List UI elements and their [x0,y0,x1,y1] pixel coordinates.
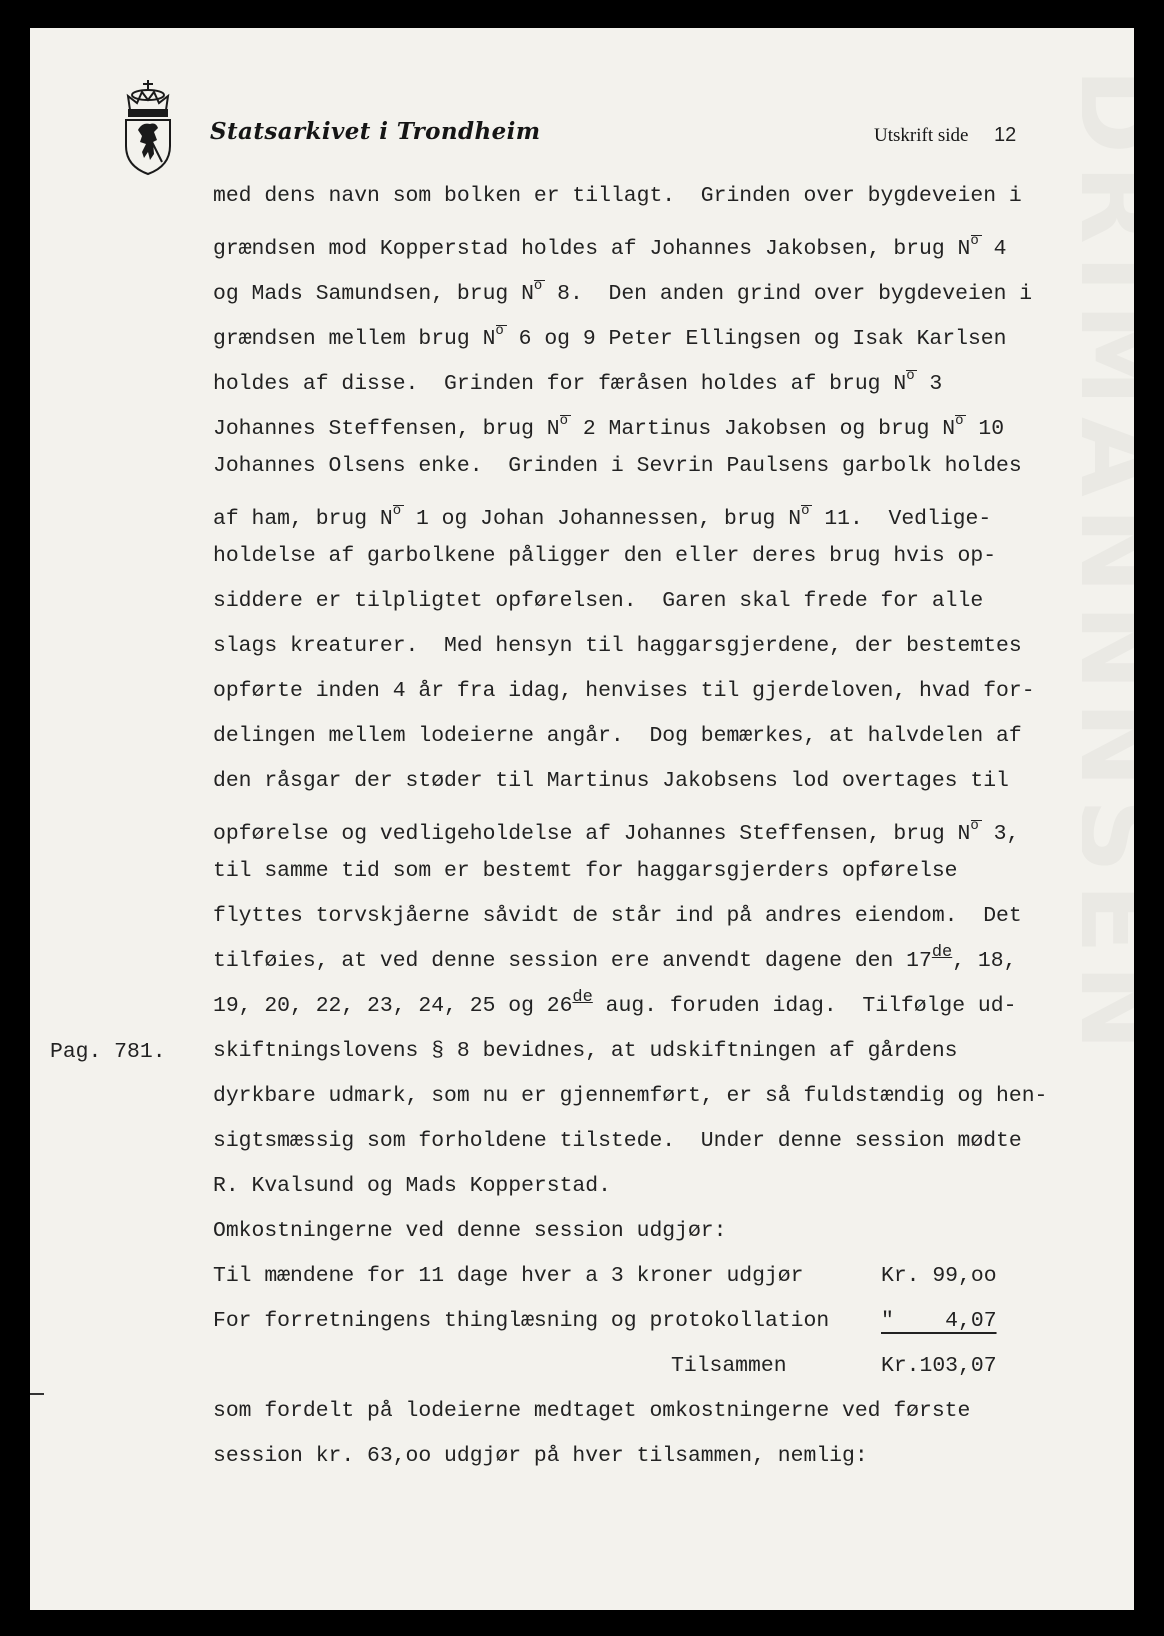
text-segment: til samme tid som er bestemt for haggarsgjerders opførelse [213,859,958,883]
ordinal-suffix: de [572,988,593,1007]
text-line [213,900,1047,945]
text-segment: 3, [980,822,1020,846]
total-row [213,1350,1003,1395]
numero-symbol [958,810,981,850]
page-label: Utskrift side [874,125,969,146]
numero-o: o [533,278,543,294]
text-line [213,270,1047,315]
cost-label: Til mændene for 11 dage hver a 3 kroner udgjør [213,1264,804,1288]
numero-symbol [958,225,981,265]
numero-symbol [547,405,570,445]
numero-o: o [392,503,402,519]
text-segment: , 18, [952,949,1017,973]
text-line [213,315,1047,360]
cost-amount: " 4,07 [881,1309,997,1333]
page-number: 12 [994,124,1017,146]
text-line [213,405,1047,450]
watermark [1082,68,1164,1608]
text-segment: 6 og 9 Peter Ellingsen og Isak Karlsen [505,327,1007,351]
text-line [213,585,1047,630]
cost-row [213,1305,1003,1350]
text-segment: opførte inden 4 år fra idag, henvises til gjerdeloven, hvad for- [213,679,1035,703]
numero-n: N [957,822,971,846]
text-line [213,1215,1047,1260]
text-line [213,1125,1047,1170]
text-segment: 2 Martinus Jakobsen og brug [570,417,943,441]
text-segment: holdes af disse. Grinden for færåsen holdes af brug [213,372,894,396]
text-line [213,1170,1047,1215]
text-line [213,630,1047,675]
text-segment: delingen mellem lodeierne angår. Dog bemærkes, at halvdelen af [213,724,1022,748]
numero-n: N [893,372,907,396]
numero-o: o [801,503,810,519]
text-segment: flyttes torvskjåerne såvidt de står ind på andres eiendom. Det [213,904,1022,928]
text-segment: siddere er tilpligtet opførelsen. Garen skal frede for alle [213,589,984,613]
text-segment: med dens navn som bolken er tillagt. Grinden over bygdeveien i [213,184,1022,208]
numero-o: o [495,323,504,339]
text-line [213,765,1047,810]
numero-n: N [546,417,560,441]
text-line [213,540,1047,585]
numero-symbol [942,405,965,445]
cost-amount: Kr. 99,oo [881,1264,997,1288]
cost-label: For forretningens thinglæsning og protokollation [213,1309,830,1333]
norwegian-lion-crest-icon [120,78,176,176]
text-line [213,450,1047,495]
text-line [213,1080,1047,1125]
text-segment: dyrkbare udmark, som nu er gjennemført, er så fuldstændig og hen- [213,1084,1048,1108]
numero-n: N [482,327,496,351]
text-segment: sigtsmæssig som forholdene tilstede. Under denne session mødte [213,1129,1022,1153]
text-line [213,945,1047,990]
text-segment: 3 [916,372,943,396]
text-segment: den råsgar der støder til Martinus Jakobsens lod overtages til [213,769,1009,793]
text-segment: Johannes Olsens enke. Grinden i Sevrin Paulsens garbolk holdes [213,454,1022,478]
text-segment: grændsen mod Kopperstad holdes af Johannes Jakobsen, brug [213,237,958,261]
text-segment: opførelse og vedligeholdelse af Johannes Steffensen, brug [213,822,958,846]
text-segment: 8. Den anden grind over bygdeveien i [544,282,1033,306]
text-segment: holdelse af garbolkene påligger den eller deres brug hvis op- [213,544,997,568]
numero-o: o [955,413,964,429]
numero-n: N [942,417,956,441]
text-segment: af ham, brug [213,507,380,531]
text-segment: 19, 20, 22, 23, 24, 25 og 26 [213,994,573,1018]
text-segment: 11. Vedlige- [811,507,992,531]
text-line [213,180,1047,225]
total-amount: Kr.103,07 [881,1354,997,1378]
closing-line: session kr. 63,oo udgjør på hver tilsammen, nemlig: [213,1444,868,1468]
text-segment: tilføies, at ved denne session ere anvendt dagene den 17 [213,949,932,973]
text-segment: aug. foruden idag. Tilfølge ud- [592,994,1017,1018]
numero-n: N [379,507,393,531]
edge-mark [30,1393,44,1395]
text-line [213,720,1047,765]
total-label: Tilsammen [671,1354,787,1378]
text-segment: 4 [980,237,1007,261]
numero-symbol [521,270,544,310]
text-line [213,855,1047,900]
text-line [213,990,1047,1035]
document-body [213,180,1047,1485]
text-segment: skiftningslovens § 8 bevidnes, at udskiftningen af gårdens [213,1039,958,1063]
numero-o: o [906,368,915,384]
text-line [213,360,1047,405]
text-segment: 10 [965,417,1005,441]
text-segment: Omkostningerne ved denne session udgjør: [213,1219,727,1243]
numero-o: o [970,233,979,249]
archive-name: Statsarkivet i Trondheim [210,118,541,145]
text-segment: 1 og Johan Johannessen, brug [403,507,789,531]
text-segment: og Mads Samundsen, brug [213,282,522,306]
numero-symbol [788,495,811,535]
cost-row [213,1260,1003,1305]
numero-n: N [957,237,971,261]
numero-symbol [380,495,403,535]
numero-symbol [483,315,506,355]
text-line [213,1035,1047,1080]
margin-page-reference: Pag. 781. [50,1040,166,1064]
numero-symbol [893,360,916,400]
text-segment: Johannes Steffensen, brug [213,417,547,441]
text-line [213,225,1047,270]
closing-line: som fordelt på lodeierne medtaget omkostningerne ved første [213,1399,971,1423]
text-segment: R. Kvalsund og Mads Kopperstad. [213,1174,611,1198]
text-line [213,810,1047,855]
numero-o: o [970,818,979,834]
text-segment: grændsen mellem brug [213,327,483,351]
text-line [213,495,1047,540]
numero-o: o [559,413,568,429]
text-line [213,675,1047,720]
numero-n: N [521,282,534,306]
text-segment: slags kreaturer. Med hensyn til haggarsgjerdene, der bestemtes [213,634,1022,658]
ordinal-suffix: de [931,943,953,962]
numero-n: N [788,507,802,531]
body-lines [213,180,1047,1260]
